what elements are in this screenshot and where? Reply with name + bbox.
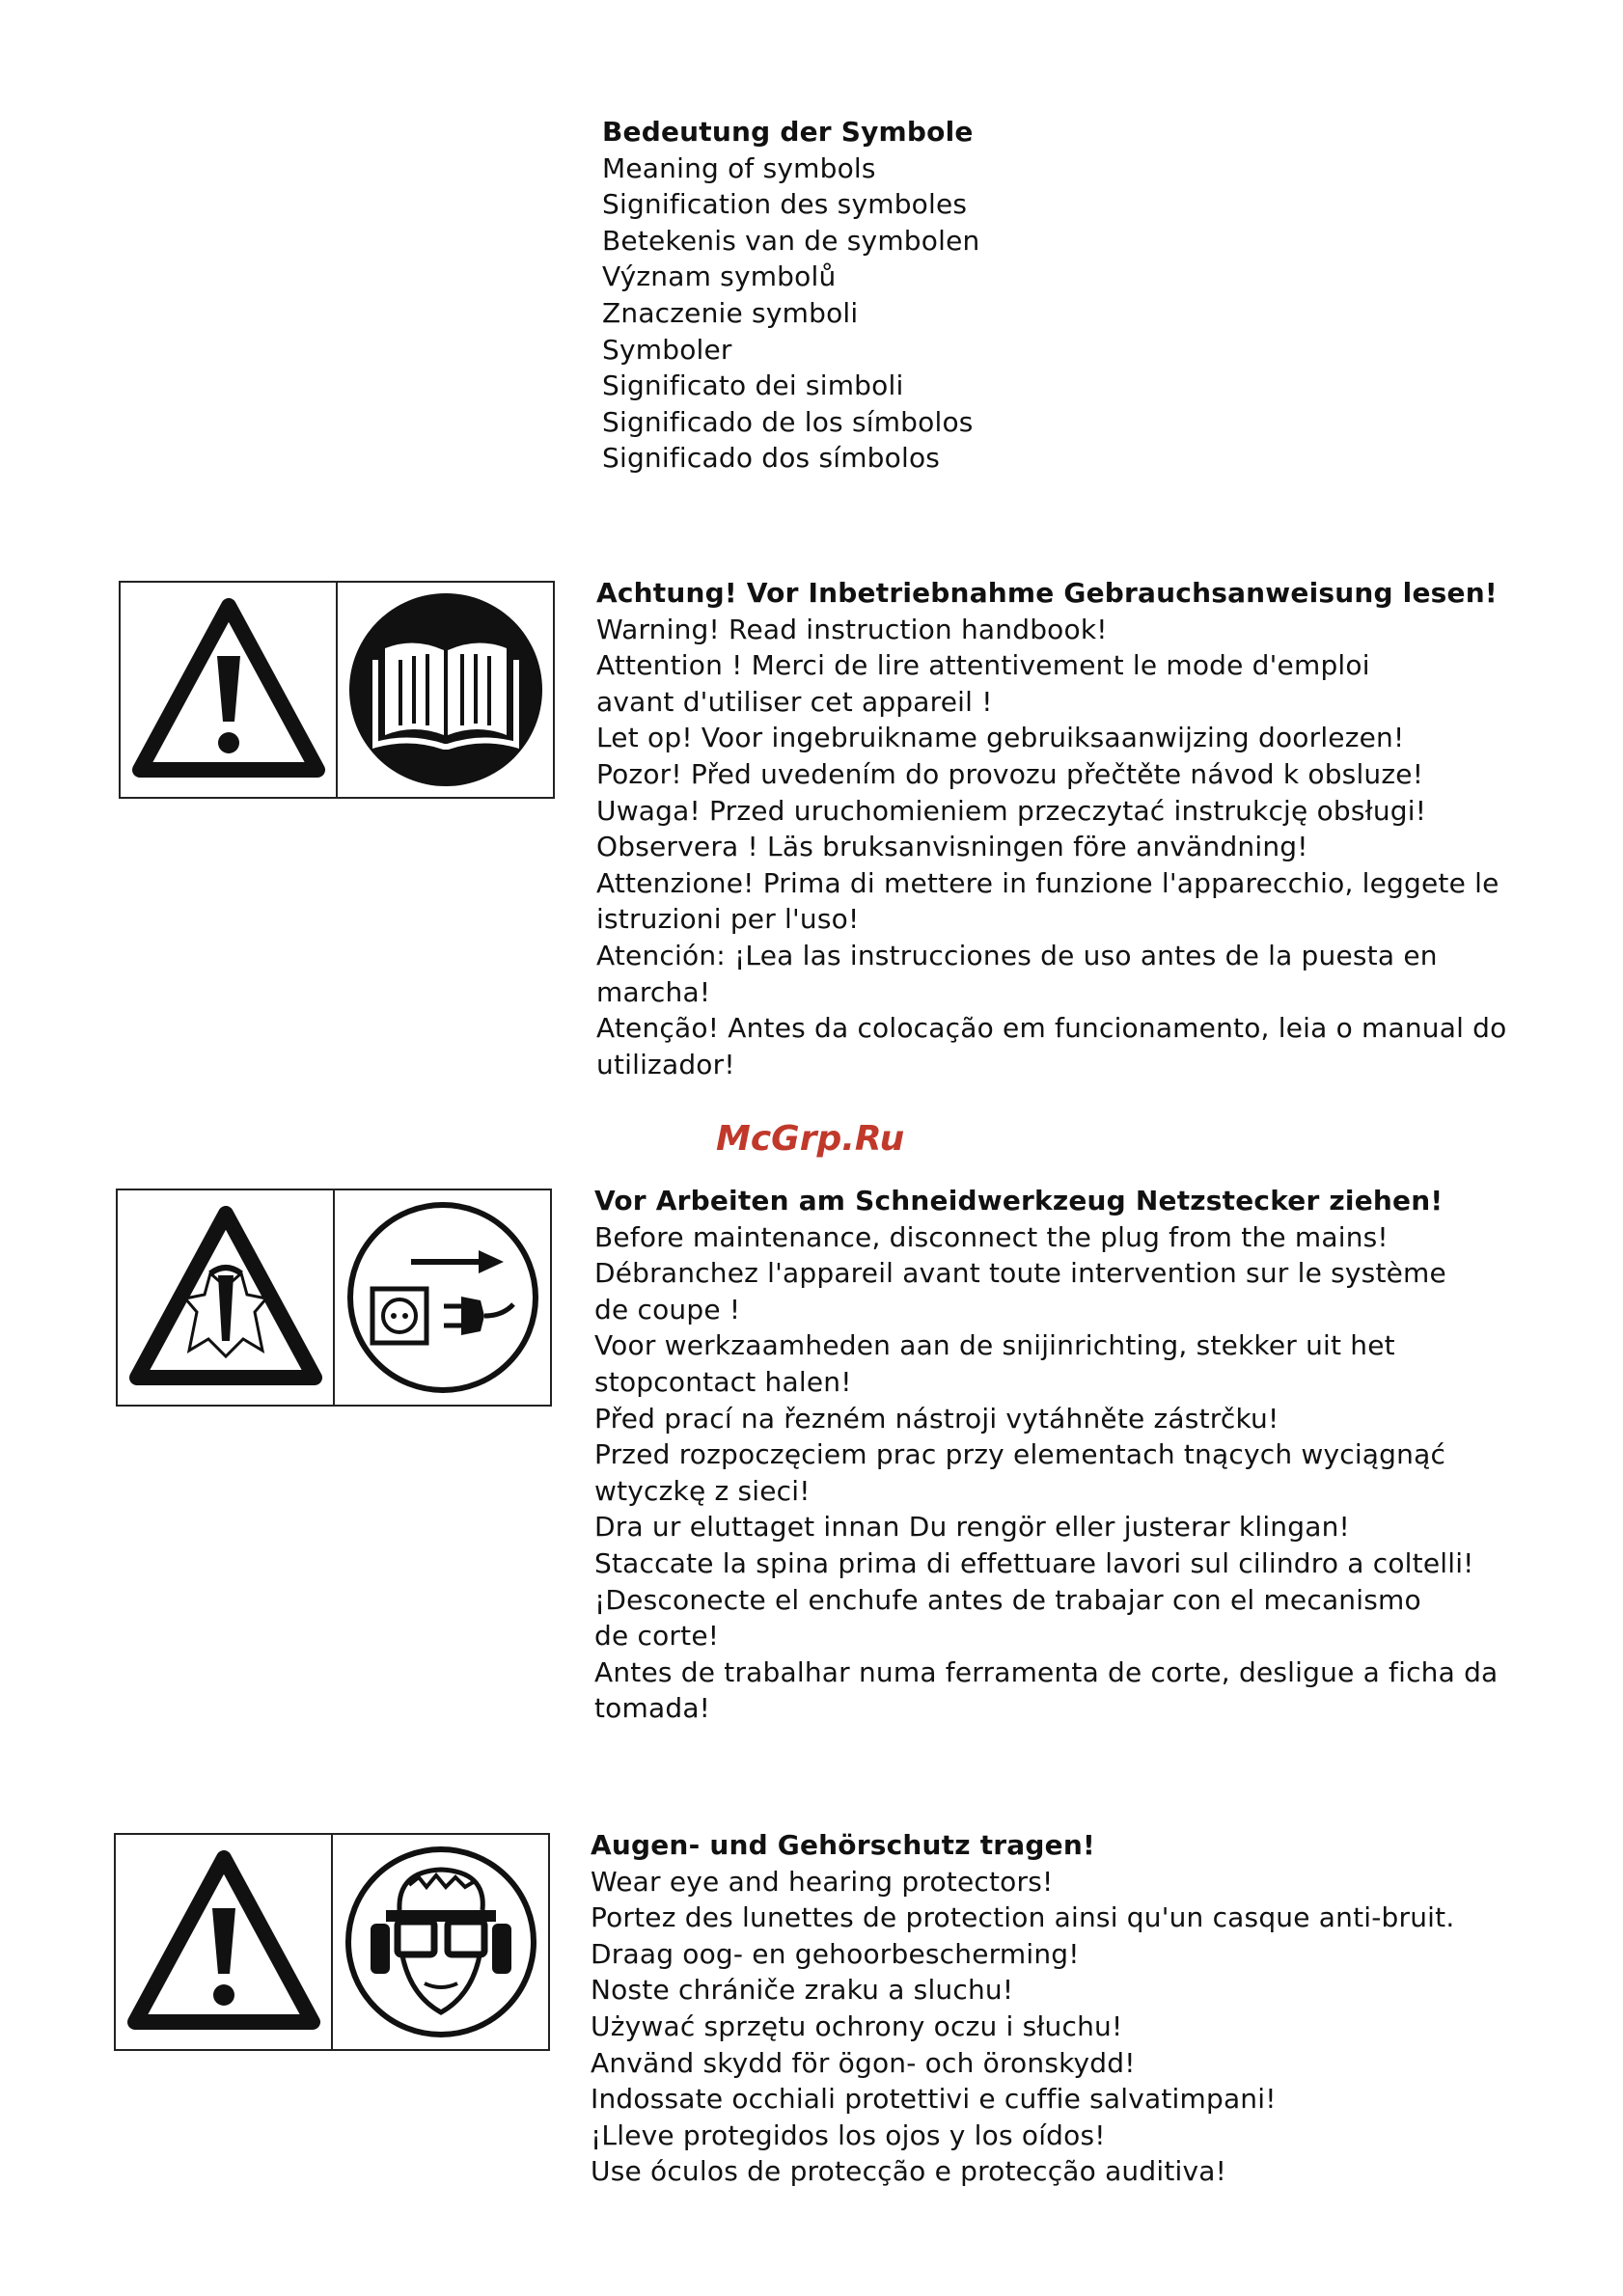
section-line: Noste chrániče zraku a sluchu! — [591, 1974, 1014, 2007]
legend-line: Significado de los símbolos — [602, 405, 974, 438]
legend-line: Znaczenie symboli — [602, 296, 859, 329]
section-line: de corte! — [594, 1620, 720, 1653]
legend-line: Meaning of symbols — [602, 151, 876, 184]
eye-ear-protection-icon — [342, 1843, 540, 2041]
legend-line: Betekenis van de symbolen — [602, 224, 980, 257]
symbol-cell-protection — [331, 1835, 548, 2049]
read-manual-book-icon — [346, 590, 545, 789]
symbol-panel-read-manual — [119, 581, 555, 799]
section-line: Use óculos de protecção e protecção auditiva! — [591, 2155, 1227, 2188]
section-line: Warning! Read instruction handbook! — [596, 613, 1108, 645]
section-line: Staccate la spina prima di effettuare lavori sul cilindro a coltelli! — [594, 1546, 1474, 1579]
symbol-cell-blade-warning — [118, 1190, 333, 1405]
legend-lines — [602, 114, 979, 477]
legend-title: Bedeutung der Symbole — [602, 116, 974, 148]
section-line: Pozor! Před uvedením do provozu přečtěte návod k obsluze! — [596, 757, 1424, 790]
section-line: Dra ur eluttaget innan Du rengör eller justerar klingan! — [594, 1511, 1350, 1544]
section-line: ¡Desconecte el enchufe antes de trabajar con el mecanismo — [594, 1583, 1421, 1616]
symbol-cell-unplug — [333, 1190, 550, 1405]
watermark: McGrp.Ru — [716, 1119, 905, 1159]
section-line: Portez des lunettes de protection ainsi qu'un casque anti-bruit. — [591, 1901, 1455, 1934]
section-title: Augen- und Gehörschutz tragen! — [591, 1829, 1095, 1861]
section-line: wtyczkę z sieci! — [594, 1474, 811, 1507]
section-protection — [591, 1827, 1454, 2190]
section-line: de coupe ! — [594, 1293, 741, 1326]
section-line: Indossate occhiali protettivi e cuffie salvatimpani! — [591, 2083, 1277, 2116]
symbol-cell-warning — [121, 583, 336, 797]
section-unplug — [594, 1183, 1498, 1727]
section-line: Draag oog- en gehoorbescherming! — [591, 1937, 1080, 1970]
legend-line: Signification des symboles — [602, 188, 968, 221]
symbol-cell-warning — [116, 1835, 331, 2049]
legend-line: Significato dei simboli — [602, 369, 904, 402]
section-line: Před prací na řezném nástroji vytáhněte zástrčku! — [594, 1402, 1279, 1435]
section-line: Antes de trabalhar numa ferramenta de corte, desligue a ficha da — [594, 1655, 1499, 1688]
symbol-panel-protection — [114, 1833, 550, 2051]
section-line: Atenção! Antes da colocação em funcionamento, leia o manual do — [596, 1012, 1507, 1045]
section-line: Voor werkzaamheden aan de snijinrichting, stekker uit het — [594, 1329, 1395, 1362]
section-line: stopcontact halen! — [594, 1365, 852, 1398]
section-line: utilizador! — [596, 1048, 735, 1080]
section-title: Vor Arbeiten am Schneidwerkzeug Netzstecker ziehen! — [594, 1185, 1444, 1216]
warning-triangle-icon — [132, 598, 325, 781]
section-line: Atención: ¡Lea las instrucciones de uso antes de la puesta en — [596, 939, 1438, 971]
legend-line: Význam symbolů — [602, 260, 837, 293]
warning-blade-triangle-icon — [129, 1206, 322, 1389]
unplug-mains-icon — [344, 1198, 542, 1397]
section-line: istruzioni per l'uso! — [596, 903, 860, 936]
section-line: Attenzione! Prima di mettere in funzione l'apparecchio, leggete le — [596, 866, 1499, 899]
section-line: Uwaga! Przed uruchomieniem przeczytać instrukcję obsługi! — [596, 794, 1427, 827]
section-line: Przed rozpoczęciem prac przy elementach tnących wyciągnąć — [594, 1438, 1446, 1471]
section-line: Attention ! Merci de lire attentivement le mode d'emploi — [596, 649, 1370, 682]
section-line: Använd skydd för ögon- och öronskydd! — [591, 2046, 1136, 2079]
section-line: Débranchez l'appareil avant toute intervention sur le système — [594, 1257, 1446, 1290]
section-read-manual — [596, 575, 1506, 1082]
legend-line: Symboler — [602, 333, 732, 366]
section-line: marcha! — [596, 975, 711, 1008]
legend-line: Significado dos símbolos — [602, 442, 941, 475]
section-title: Achtung! Vor Inbetriebnahme Gebrauchsanweisung lesen! — [596, 577, 1498, 609]
legend-block — [602, 114, 979, 477]
section-line: Let op! Voor ingebruikname gebruiksaanwijzing doorlezen! — [596, 722, 1405, 754]
section-line: Observera ! Läs bruksanvisningen före användning! — [596, 831, 1308, 863]
section-line: avant d'utiliser cet appareil ! — [596, 685, 993, 718]
section-line: Używać sprzętu ochrony oczu i słuchu! — [591, 2009, 1123, 2042]
warning-triangle-icon — [127, 1850, 320, 2034]
section-line: Wear eye and hearing protectors! — [591, 1865, 1054, 1898]
symbol-cell-book — [336, 583, 553, 797]
section-line: tomada! — [594, 1692, 711, 1725]
section-line: ¡Lleve protegidos los ojos y los oídos! — [591, 2118, 1106, 2151]
section-line: Before maintenance, disconnect the plug from the mains! — [594, 1220, 1389, 1253]
symbol-panel-unplug — [116, 1189, 552, 1407]
